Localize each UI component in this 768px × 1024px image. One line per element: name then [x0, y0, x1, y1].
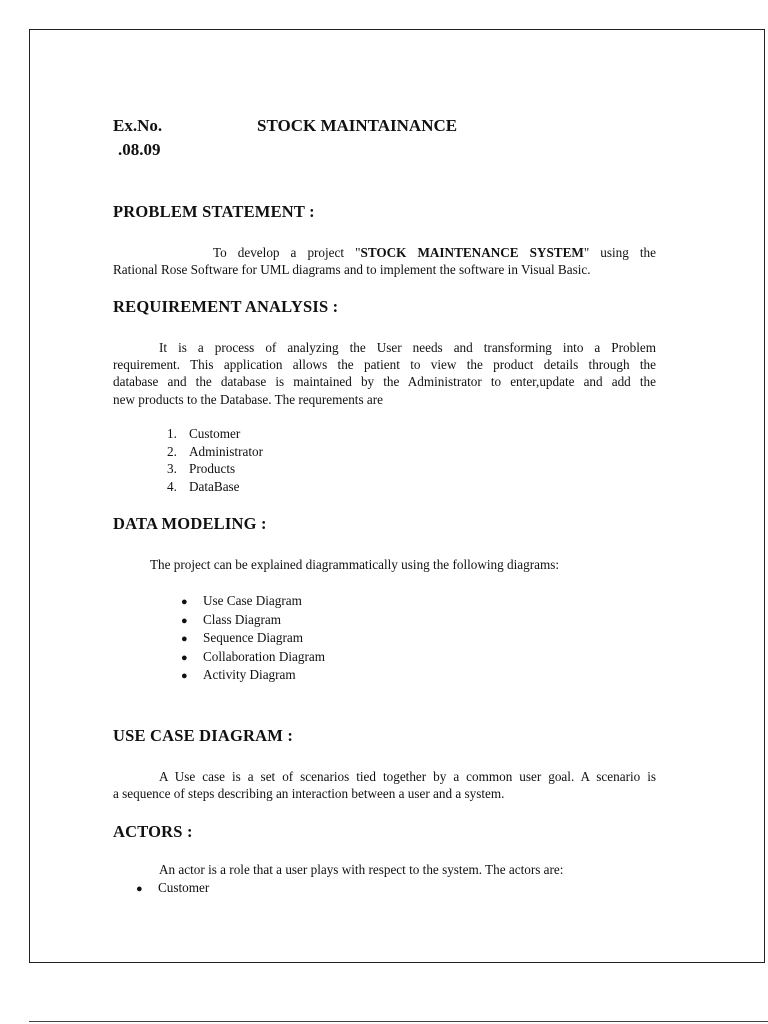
problem-statement-paragraph: [113, 244, 656, 278]
item-label: Sequence Diagram: [203, 630, 303, 646]
use-case-line: a sequence of steps describing an interaction between a user and a system.: [113, 786, 505, 802]
exercise-date: .08.09: [118, 140, 161, 159]
requirement-line: It is a process of analyzing the User needs and transforming into a Problem: [159, 340, 656, 355]
use-case-paragraph: [113, 768, 656, 802]
problem-line-1-end: " using the: [583, 245, 656, 260]
project-name-bold: STOCK MAINTENANCE SYSTEM: [360, 245, 584, 260]
use-case-heading: USE CASE DIAGRAM :: [113, 726, 294, 745]
bullet-icon: ●: [181, 633, 188, 646]
problem-line-2: Rational Rose Software for UML diagrams and to implement the software in Visual Basic.: [113, 262, 591, 278]
data-modeling-heading: DATA MODELING :: [113, 514, 267, 533]
requirement-analysis-heading: REQUIREMENT ANALYSIS :: [113, 297, 339, 316]
problem-line-1: [113, 244, 656, 261]
list-item: [181, 666, 325, 685]
list-item: [181, 629, 325, 648]
list-item: [181, 611, 325, 630]
actors-heading: ACTORS :: [113, 822, 193, 841]
item-label: Customer: [189, 426, 241, 441]
bullet-icon: ●: [181, 596, 188, 608]
item-label: DataBase: [189, 479, 240, 495]
item-number: 3.: [167, 461, 177, 477]
item-label: Customer: [158, 880, 210, 895]
bullet-icon: ●: [181, 651, 188, 664]
bottom-rule: [29, 1021, 768, 1022]
diagrams-list: [181, 592, 325, 685]
requirement-paragraph: [113, 339, 656, 408]
bullet-icon: ●: [181, 670, 188, 683]
requirements-list: [167, 425, 263, 496]
exercise-number-label: Ex.No.: [113, 116, 163, 135]
document-title: STOCK MAINTAINANCE: [257, 116, 458, 135]
data-modeling-intro: The project can be explained diagrammatically using the following diagrams:: [150, 557, 560, 572]
item-label: Products: [189, 461, 236, 477]
bullet-icon: ●: [181, 614, 188, 627]
list-item: [181, 648, 325, 667]
list-item: [181, 592, 325, 611]
list-item: [167, 478, 263, 496]
list-item: [167, 443, 263, 461]
list-item: [136, 879, 209, 898]
item-number: 1.: [167, 426, 177, 441]
use-case-line: A Use case is a set of scenarios tied together by a common user goal. A scenario is: [159, 769, 656, 784]
item-label: Class Diagram: [203, 611, 282, 627]
problem-line-1-start: To develop a project ": [213, 245, 361, 260]
item-label: Use Case Diagram: [203, 593, 302, 608]
list-item: [167, 460, 263, 478]
list-item: [167, 425, 263, 443]
requirement-line: database and the database is maintained by the Administrator to enter,update and add the: [113, 374, 656, 390]
problem-statement-heading: PROBLEM STATEMENT :: [113, 202, 315, 221]
item-label: Collaboration Diagram: [203, 648, 325, 664]
actors-intro: An actor is a role that a user plays with respect to the system. The actors are:: [159, 862, 564, 877]
item-label: Administrator: [189, 443, 263, 459]
requirement-line: new products to the Database. The requrements are: [113, 391, 383, 407]
item-label: Activity Diagram: [203, 667, 296, 683]
actors-list: [136, 879, 209, 898]
bullet-icon: ●: [136, 883, 143, 895]
item-number: 4.: [167, 479, 177, 495]
item-number: 2.: [167, 443, 177, 459]
requirement-line: requirement. This application allows the patient to view the product details through the: [113, 357, 656, 373]
